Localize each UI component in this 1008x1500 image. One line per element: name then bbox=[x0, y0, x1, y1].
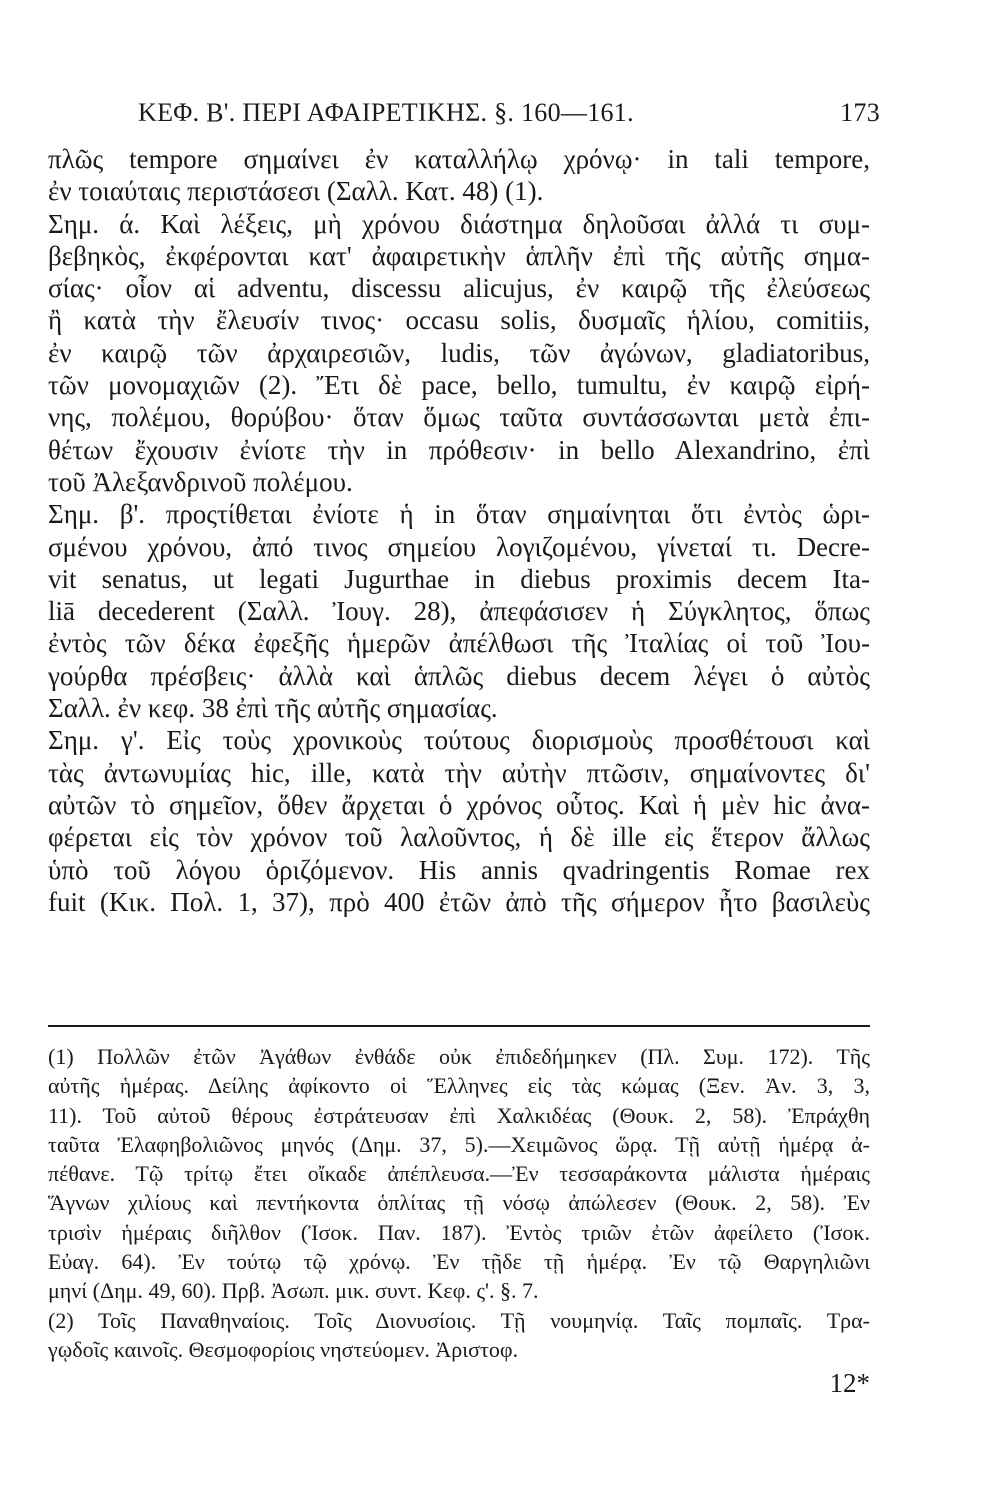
text-line: Σημ. β'. προςτίθεται ἐνίοτε ἡ in ὅταν σημαίνηται ὅτι ἐντὸς ὡρι- bbox=[48, 499, 870, 530]
text-line: φέρεται εἰς τὸν χρόνον τοῦ λαλοῦντος, ἡ δὲ ille εἰς ἕτερον ἄλλως bbox=[48, 822, 870, 853]
text-line: σμένου χρόνου, ἀπό τινος σημείου λογιζομένου, γίνεταί τι. Decre- bbox=[48, 531, 870, 562]
main-text bbox=[48, 143, 870, 918]
footnote-line: (1) Πολλῶν ἐτῶν Ἀγάθων ἐνθάδε οὐκ ἐπιδεδήμηκεν (Πλ. Συμ. 172). Τῆς bbox=[48, 1044, 870, 1069]
text-line: τὰς ἀντωνυμίας hic, ille, κατὰ τὴν αὐτὴν πτῶσιν, σημαίνοντες δι' bbox=[48, 757, 870, 788]
text-line: Σαλλ. ἐν κεφ. 38 ἐπὶ τῆς αὐτῆς σημασίας. bbox=[48, 693, 498, 724]
footnote-line: αὐτῆς ἡμέρας. Δείλης ἀφίκοντο οἱ Ἕλληνες εἰς τὰς κώμας (Ξεν. Ἀν. 3, 3, bbox=[48, 1073, 870, 1099]
text-line: liā decederent (Σαλλ. Ἰουγ. 28), ἀπεφάσισεν ἡ Σύγκλητος, ὅπως bbox=[48, 596, 870, 627]
text-line: Σημ. γ'. Εἰς τοὺς χρονικοὺς τούτους διορισμοὺς προσθέτουσι καὶ bbox=[48, 725, 870, 756]
footnote-line: Ἅγνων χιλίους καὶ πεντήκοντα ὁπλίτας τῇ νόσῳ ἀπώλεσεν (Θουκ. 2, 58). Ἐν bbox=[48, 1190, 870, 1216]
text-line: ὑπὸ τοῦ λόγου ὁριζόμενον. His annis qvadringentis Romae rex bbox=[48, 854, 870, 885]
text-line: βεβηκὸς, ἐκφέρονται κατ' ἀφαιρετικὴν ἁπλῆν ἐπὶ τῆς αὐτῆς σημα- bbox=[48, 240, 870, 271]
text-line: σίας· οἷον αἱ adventu, discessu alicujus, ἐν καιρῷ τῆς ἐλεύσεως bbox=[48, 273, 870, 304]
footnotes bbox=[48, 1042, 870, 1364]
running-head-title: ΚΕΦ. Β'. ΠΕΡΙ ΑΦΑΙΡΕΤΙΚΗΣ. §. 160—161. bbox=[138, 98, 634, 127]
text-line: γούρθα πρέσβεις· ἀλλὰ καὶ ἁπλῶς diebus decem λέγει ὁ αὐτὸς bbox=[48, 660, 870, 691]
text-line: ἐν τοιαύταις περιστάσεσι (Σαλλ. Κατ. 48) (1). bbox=[48, 176, 544, 207]
text-line: πλῶς tempore σημαίνει ἐν καταλλήλῳ χρόνῳ· in tali tempore, bbox=[48, 144, 870, 174]
running-header bbox=[110, 98, 880, 138]
footnote-line: 11). Τοῦ αὐτοῦ θέρους ἐστράτευσαν ἐπὶ Χαλκιδέας (Θουκ. 2, 58). Ἐπράχθη bbox=[48, 1102, 870, 1128]
text-line: ἐν καιρῷ τῶν ἀρχαιρεσιῶν, ludis, τῶν ἀγώνων, gladiatoribus, bbox=[48, 337, 870, 368]
text-line: τοῦ Ἀλεξανδρινοῦ πολέμου. bbox=[48, 466, 353, 497]
footnote-line: τρισὶν ἡμέραις διῆλθον (Ἰσοκ. Παν. 187). Ἐντὸς τριῶν ἐτῶν ἀφείλετο (Ἰσοκ. bbox=[48, 1219, 870, 1245]
signature-mark: 12* bbox=[829, 1368, 870, 1398]
footnote-line: (2) Τοῖς Παναθηναίοις. Τοῖς Διονυσίοις. Τῇ νουμηνίᾳ. Ταῖς πομπαῖς. Τρα- bbox=[48, 1307, 870, 1333]
page-number: 173 bbox=[840, 98, 880, 127]
text-line: νης, πολέμου, θορύβου· ὅταν ὅμως ταῦτα συντάσσωνται μετὰ ἐπι- bbox=[48, 402, 870, 433]
footnote-line: ταῦτα Ἐλαφηβολιῶνος μηνός (Δημ. 37, 5).—Χειμῶνος ὥρᾳ. Τῇ αὐτῇ ἡμέρᾳ ἀ- bbox=[48, 1131, 870, 1157]
footnote-line: γῳδοῖς καινοῖς. Θεσμοφορίοις νηστεύομεν. Ἀριστοφ. bbox=[48, 1336, 519, 1362]
footnote-line: Εὐαγ. 64). Ἐν τούτῳ τῷ χρόνῳ. Ἐν τῇδε τῇ ἡμέρᾳ. Ἐν τῷ Θαργηλιῶνι bbox=[48, 1249, 870, 1275]
text-line: vit senatus, ut legati Jugurthae in diebus proximis decem Ita- bbox=[48, 563, 870, 594]
text-line: θέτων ἔχουσιν ἐνίοτε τὴν in πρόθεσιν· in bello Alexandrino, ἐπὶ bbox=[48, 434, 870, 465]
text-line: fuit (Κικ. Πολ. 1, 37), πρὸ 400 ἐτῶν ἀπὸ τῆς σήμερον ἦτο βασιλεὺς bbox=[48, 886, 870, 917]
text-line: Σημ. ά. Καὶ λέξεις, μὴ χρόνου διάστημα δηλοῦσαι ἀλλά τι συμ- bbox=[48, 208, 870, 239]
text-line: αὐτῶν τὸ σημεῖον, ὅθεν ἄρχεται ὁ χρόνος οὗτος. Καὶ ἡ μὲν hic ἀνα- bbox=[48, 789, 870, 820]
text-line: τῶν μονομαχιῶν (2). Ἔτι δὲ pace, bello, tumultu, ἐν καιρῷ εἰρή- bbox=[48, 370, 870, 401]
text-line: ἢ κατὰ τὴν ἔλευσίν τινος· occasu solis, δυσμαῖς ἡλίου, comitiis, bbox=[48, 305, 870, 336]
footnote-divider bbox=[48, 1025, 870, 1027]
footnote-line: μηνί (Δημ. 49, 60). Πρβ. Ἀσωπ. μικ. συντ. Κεφ. ς'. §. 7. bbox=[48, 1278, 539, 1304]
text-line: ἐντὸς τῶν δέκα ἐφεξῆς ἡμερῶν ἀπέλθωσι τῆς Ἰταλίας οἱ τοῦ Ἰου- bbox=[48, 628, 870, 659]
footnote-line: πέθανε. Τῷ τρίτῳ ἔτει οἴκαδε ἀπέπλευσα.—Ἐν τεσσαράκοντα μάλιστα ἡμέραις bbox=[48, 1161, 870, 1187]
